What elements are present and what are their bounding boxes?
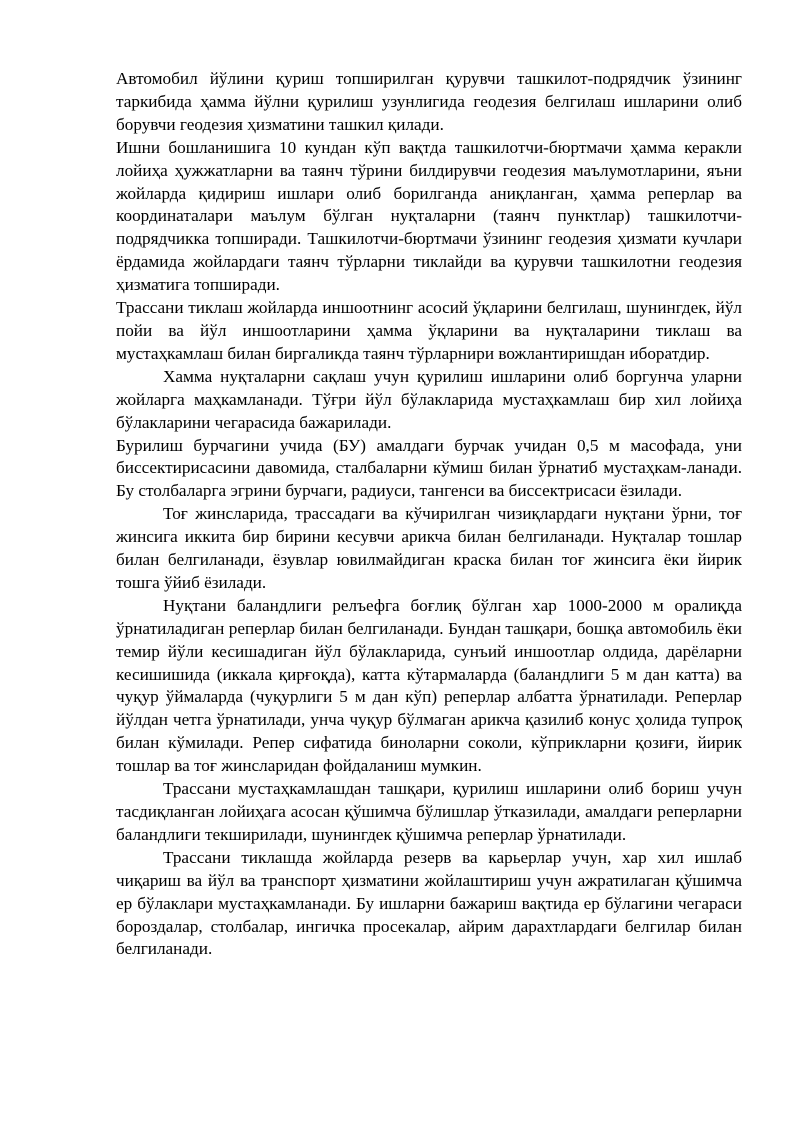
paragraph-geodesy-service: Автомобил йўлини қуриш топширилган қурувчи ташкилот-подрядчик ўзининг таркибида ҳамма йўлни қурилиш узунлигида геодезия белгилаш ишларини олиб борувчи геодезия ҳизматини ташкил қилади.	[116, 69, 742, 134]
paragraph-point-preservation: Хамма нуқталарни сақлаш учун қурилиш ишларини олиб боргунча уларни жойларга маҳкамланади. Тўғри йўл бўлакларида мустаҳкамлаш бир хил лойиҳа бўлакларини чегарасида бажарилади.	[116, 366, 742, 432]
document-page	[116, 68, 742, 961]
paragraph-benchmarks: Нуқтани баландлиги релъефга боғлиқ бўлган хар 1000-2000 м оралиқда ўрнатиладиган реперлар билан белгиланади. Бундан ташқари, бошқа автомобиль ёки темир йўли кесишадиган йўл бўлакларида, сунъий иншоотлар олдида, дарёларни кесишишида (иккала қирғоқда), катта кўтармаларда (баландлиги 5 м дан катта) ва чуқур ўймаларда (чуқурлиги 5 м дан кўп) реперлар албатта ўрнатилади. Реперлар йўлдан четга ўрнатилади, унча чуқур бўлмаган арикча қазилиб конус ҳолида тупроқ билан кўмилади. Репер сифатида биноларни соколи, кўприкларни қозиғи, йирик тошлар ва тоғ жинсларидан фойдаланиш мумкин.	[116, 595, 742, 776]
paragraph-client-handover: Ишни бошланишига 10 кундан кўп вақтда ташкилотчи-бюртмачи ҳамма керакли лойиҳа ҳужжатларни ва таянч тўрини билдирувчи геодезия маълумотларини, яъни жойларда қидириш ишлари олиб борилганда аниқланган, ҳамма реперлар ва координаталари маълум бўлган нуқталарни (таянч пунктлар) ташкилотчи-подрядчикка топширади. Ташкилотчи-бюртмачи ўзининг геодезия ҳизмати кучлари ёрдамида жойлардаги таянч тўрларни тиклайди ва қурувчи ташкилотни геодезия ҳизматига топширади.	[116, 137, 742, 295]
paragraph-land-plots: Трассани тиклашда жойларда резерв ва карьерлар учун, хар хил ишлаб чиқариш ва йўл ва транспорт ҳизматини жойлаштириш учун ажратилаган қўшимча ер бўлаклари мустаҳкамланади. Бу ишларни бажариш вақтида ер бўлагини чегараси бороздалар, столбалар, ингичка просекалар, айрим дарахтлардаги белгилар билан белгиланади.	[116, 847, 742, 959]
paragraph-turning-angle: Бурилиш бурчагини учида (БУ) амалдаги бурчак учидан 0,5 м масофада, уни биссектирисасини давомида, сталбаларни кўмиш билан ўрнатиб мустаҳкам-ланади. Бу столбаларга эгрини бурчаги, радиуси, тангенси ва биссектрисаси ёзилади.	[116, 435, 742, 501]
paragraph-rock-marking: Тоғ жинсларида, трассадаги ва кўчирилган чизиқлардаги нуқтани ўрни, тоғ жинсига иккита бир бирини кесувчи арикча билан белгиланади. Нуқталар тошлар билан белгиланади, ёзувлар ювилмайдиган краска билан тоғ жинсига ёки йирик тошга ўйиб ёзилади.	[116, 504, 742, 592]
paragraph-additional-benchmarks: Трассани мустаҳкамлашдан ташқари, қурилиш ишларини олиб бориш учун тасдиқланган лойиҳага асосан қўшимча бўлишлар ўтказилади, амалдаги реперларни баландлиги текширилади, шунингдек қўшимча реперлар ўрнатилади.	[116, 779, 742, 844]
paragraph-route-restoration: Трассани тиклаш жойларда иншоотнинг асосий ўқларини белгилаш, шунингдек, йўл пойи ва йўл иншоотларини ҳамма ўқларини ва нуқталарини тиклаш ва мустаҳкамлаш билан биргаликда таянч тўрларнири вожлантиришдан иборатдир.	[116, 298, 742, 363]
